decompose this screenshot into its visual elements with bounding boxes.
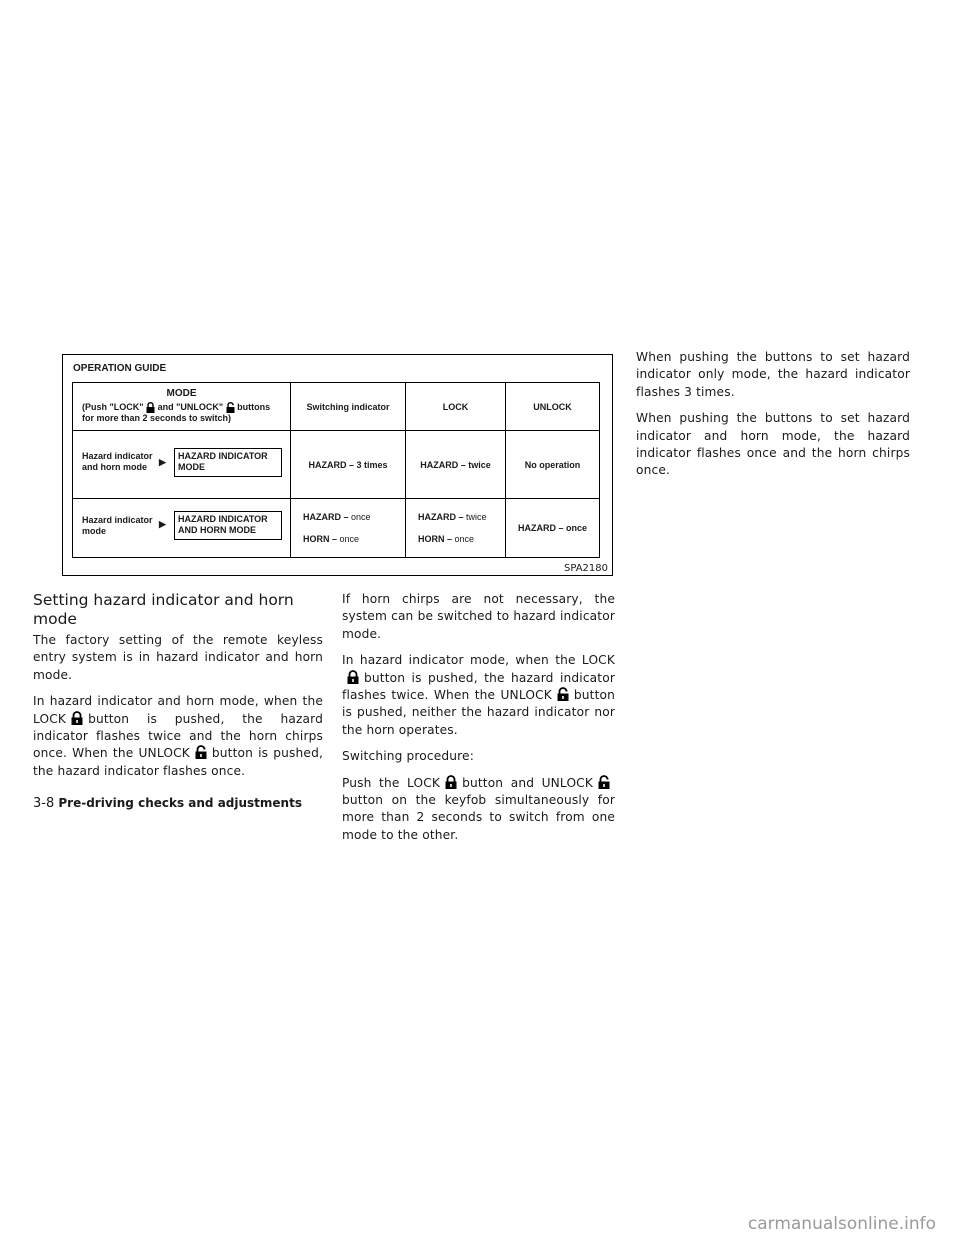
section-heading: Setting hazard indicator and horn mode — [33, 591, 294, 628]
row2-lock: HAZARD – twice HORN – once — [406, 499, 506, 558]
page-number: 3-8 — [33, 796, 55, 811]
lock-closed-icon — [444, 775, 458, 789]
arrow-right-icon: ▶ — [159, 457, 166, 467]
operation-guide-table — [72, 382, 600, 558]
row1-lock: HAZARD – twice — [406, 431, 506, 499]
paragraph: When pushing the buttons to set hazard indicator and horn mode, the hazard indicator flashes once and the horn chirps once. — [636, 411, 910, 478]
lock-closed-icon — [146, 402, 155, 413]
paragraph: If horn chirps are not necessary, the system can be switched to hazard indicator mode. — [342, 592, 615, 641]
lock-closed-icon — [70, 711, 84, 725]
operation-guide-figure — [62, 354, 613, 576]
row1-current-mode: Hazard indicator and horn mode — [82, 451, 153, 472]
paragraph: In hazard indicator mode, when the LOCKbutton is pushed, the hazard indicator flashes twice. When the UNLOCK button is pushed, neither the hazard indicator nor the horn operates. — [342, 653, 615, 737]
text-column-1 — [33, 632, 323, 789]
watermark: carmanualsonline.info — [747, 1214, 936, 1234]
switching-indicator-header: Switching indicator — [291, 383, 406, 431]
paragraph: The factory setting of the remote keyless entry system is in hazard indicator and horn mode. — [33, 633, 323, 682]
row2-target-mode-box: HAZARD INDICATOR AND HORN MODE — [174, 511, 282, 540]
page-footer — [33, 796, 302, 811]
lock-open-icon — [556, 687, 570, 701]
paragraph: When pushing the buttons to set hazard indicator only mode, the hazard indicator flashes 3 times. — [636, 350, 910, 399]
lock-open-icon — [194, 745, 208, 759]
row1-unlock: No operation — [506, 431, 600, 499]
figure-code: SPA2180 — [563, 563, 608, 574]
table-row — [73, 499, 600, 558]
lock-header: LOCK — [406, 383, 506, 431]
mode-header-instructions: (Push "LOCK" and "UNLOCK" buttons for more than 2 seconds to switch) — [82, 402, 271, 424]
figure-title: OPERATION GUIDE — [73, 363, 167, 374]
lock-open-icon — [597, 775, 611, 789]
row2-current-mode: Hazard indicator mode — [82, 515, 153, 536]
row1-target-mode-box: HAZARD INDICATOR MODE — [174, 448, 282, 477]
table-row — [73, 431, 600, 499]
unlock-header: UNLOCK — [506, 383, 600, 431]
lock-open-icon — [226, 402, 235, 413]
row1-switching: HAZARD – 3 times — [291, 431, 406, 499]
text-column-3 — [636, 349, 910, 489]
paragraph: Switching procedure: — [342, 749, 474, 764]
row1-mode-cell — [73, 431, 291, 499]
arrow-right-icon: ▶ — [159, 519, 166, 529]
mode-header-title: MODE — [166, 388, 197, 399]
mode-header-cell — [73, 383, 291, 431]
row2-switching: HAZARD – once HORN – once — [291, 499, 406, 558]
row2-unlock: HAZARD – once — [506, 499, 600, 558]
paragraph: In hazard indicator and horn mode, when the LOCK button is pushed, the hazard indicator flashes twice and the horn chirps once. When the UNLOCK button is pushed, the hazard indicator flashes once. — [33, 694, 323, 778]
section-name: Pre-driving checks and adjustments — [58, 796, 302, 810]
text-column-2 — [342, 591, 615, 853]
paragraph: Push the LOCK button and UNLOCKbutton on the keyfob simultaneously for more than 2 seconds to switch from one mode to the other. — [342, 775, 615, 842]
table-header-row — [73, 383, 600, 431]
row2-mode-cell — [73, 499, 291, 558]
lock-closed-icon — [346, 670, 360, 684]
